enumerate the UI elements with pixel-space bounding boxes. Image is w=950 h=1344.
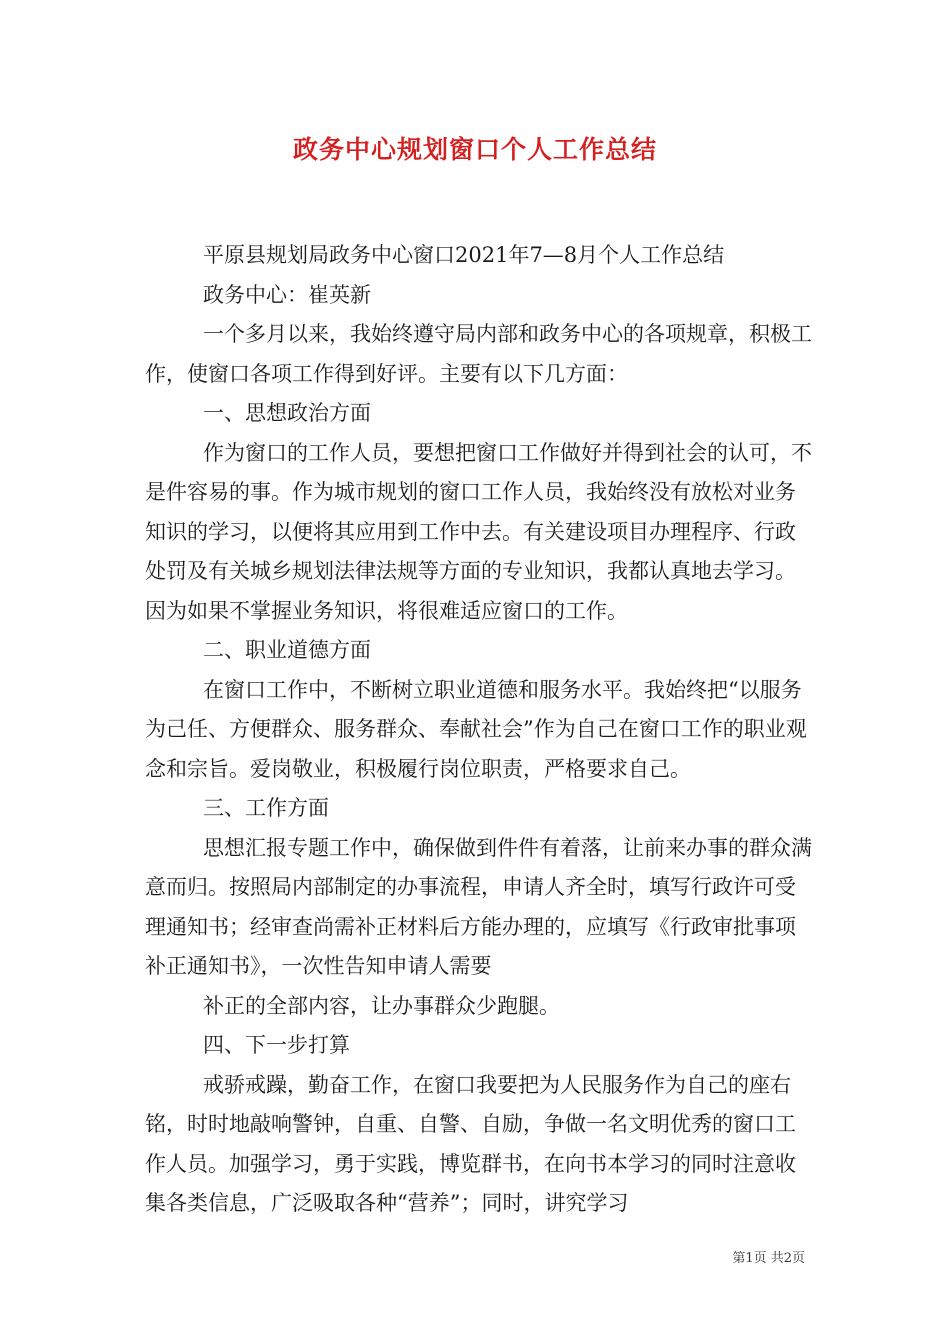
section-heading: 三、工作方面 [203, 796, 329, 820]
section-paragraph: 戒骄戒躁，勤奋工作，在窗口我要把为人民服务作为自己的座右铭，时时地敲响警钟，自重、自警、自励，争做一名文明优秀的窗口工作人员。加强学习，勇于实践，博览群书，在向书本学习的同时注意收集各类信息，广泛吸取各种“营养”；同时，讲究学习 [145, 1072, 796, 1215]
section-heading: 一、思想政治方面 [203, 401, 371, 425]
section-paragraph: 作为窗口的工作人员，要想把窗口工作做好并得到社会的认可，不是件容易的事。作为城市规划的窗口工作人员，我始终没有放松对业务知识的学习，以便将其应用到工作中去。有关建设项目办理程序、行政处罚及有关城乡规划法律法规等方面的专业知识，我都认真地去学习。因为如果不掌握业务知识，将很难适应窗口的工作。 [145, 440, 812, 623]
document-title: 政务中心规划窗口个人工作总结 [292, 135, 657, 164]
section-paragraph: 在窗口工作中，不断树立职业道德和服务水平。我始终把“以服务为己任、方便群众、服务群众、奉献社会”作为自己在窗口工作的职业观念和宗旨。爱岗敬业，积极履行岗位职责，严格要求自己。 [145, 677, 807, 781]
document-body [145, 236, 815, 1224]
author-line: 政务中心：崔英新 [203, 282, 371, 307]
section-paragraph: 思想汇报专题工作中，确保做到件件有着落，让前来办事的群众满意而归。按照局内部制定的办事流程，申请人齐全时，填写行政许可受理通知书；经审查尚需补正材料后方能办理的，应填写《行政审批事项补正通知书》，一次性告知申请人需要 [145, 835, 812, 978]
page-number: 第1页 共2页 [732, 1251, 805, 1266]
document-subtitle: 平原县规划局政务中心窗口2021年7—8月个人工作总结 [203, 243, 725, 267]
intro-paragraph: 一个多月以来，我始终遵守局内部和政务中心的各项规章，积极工作，使窗口各项工作得到好评。主要有以下几方面： [145, 322, 812, 386]
section-paragraph: 补正的全部内容，让办事群众少跑腿。 [203, 993, 560, 1018]
section-heading: 四、下一步打算 [203, 1033, 350, 1057]
section-heading: 二、职业道德方面 [203, 638, 371, 662]
